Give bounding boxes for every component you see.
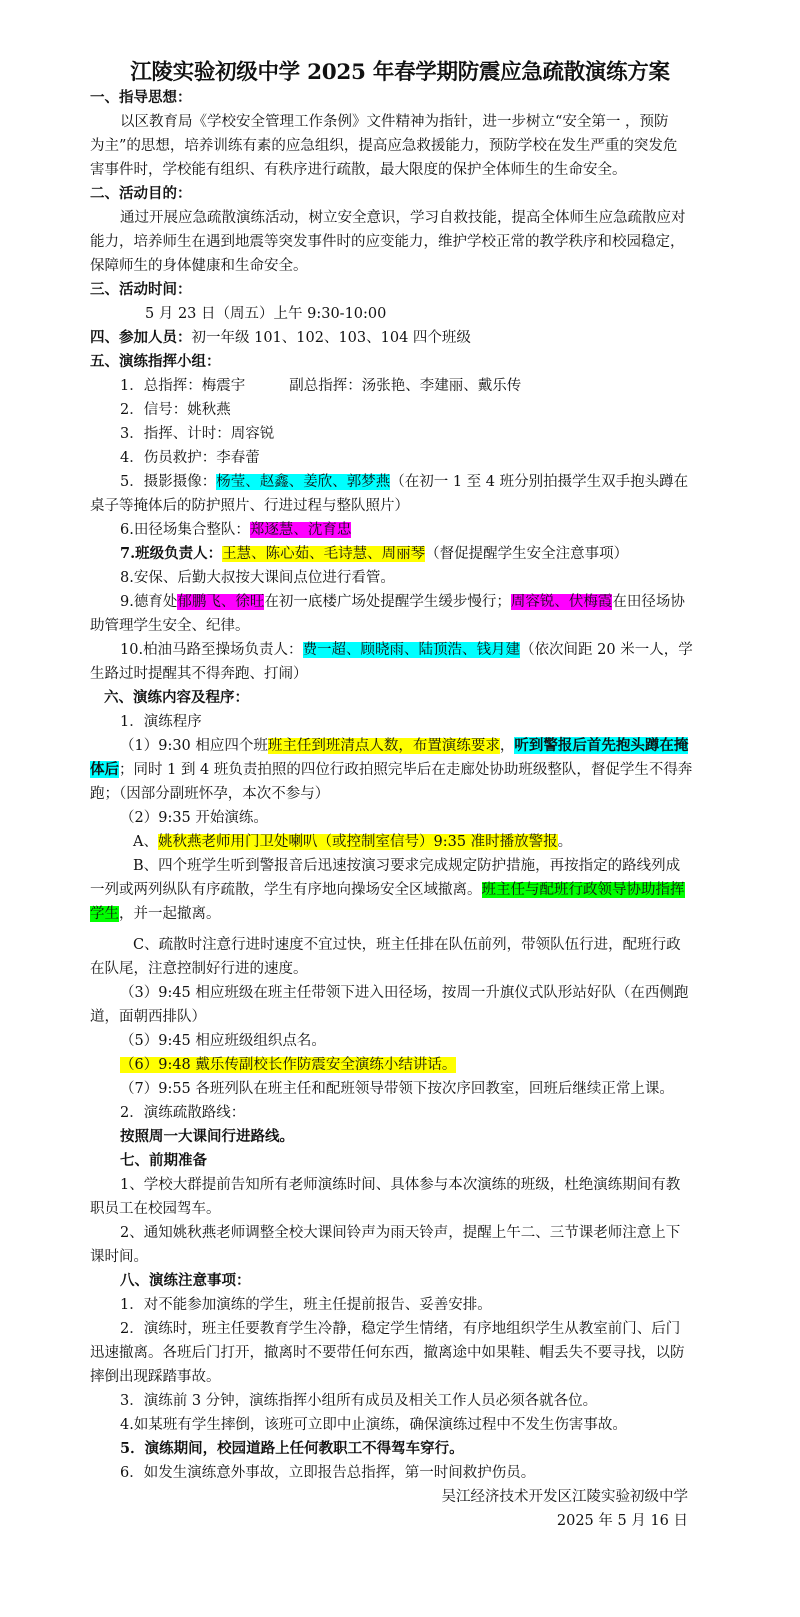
step-text: 一列或两列纵队有序疏散，学生有序地向操场安全区域撤离。: [90, 882, 482, 898]
highlighted-names: 杨莹、赵鑫、姜欣、郭梦燕: [216, 474, 391, 490]
step-3: （3）9:45 相应班级在班主任带领下进入田径场，按周一升旗仪式队形站好队（在西侧跑: [120, 985, 689, 1001]
section-heading-preparation: 七、前期准备: [120, 1152, 207, 1169]
command-item-9-cont: 助管理学生安全、纪律。: [90, 618, 250, 634]
prep-item-2: 2、通知姚秋燕老师调整全校大课间铃声为雨天铃声，提醒上午二、三节课老师注意上下: [120, 1225, 681, 1241]
command-item-4: 4．伤员救护：李春蕾: [120, 450, 260, 466]
footer-organization: 吴江经济技术开发区江陵实验初级中学: [441, 1489, 688, 1505]
step-2-b: B、四个班学生听到警报音后迅速按演习要求完成规定防护措施，再按指定的路线列成: [133, 858, 681, 874]
item-label: 7.班级负责人：: [120, 545, 223, 562]
route-text: 按照周一大课间行进路线。: [120, 1128, 294, 1145]
paragraph-line: 能力，培养师生在遇到地震等突发事件时的应变能力，维护学校正常的教学秩序和校园稳定，: [90, 234, 685, 250]
precaution-6: 6．如发生演练意外事故，立即报告总指挥，第一时间救护伤员。: [120, 1465, 536, 1481]
participants-line: [90, 326, 471, 350]
section-heading-command-group: 五、演练指挥小组：: [90, 353, 221, 370]
step-1-cont2: 跑；（因部分副班怀孕，本次不参与）: [90, 786, 330, 802]
item-text: 在田径场协: [612, 594, 685, 610]
item-label: 10.柏油马路至操场负责人：: [120, 642, 303, 658]
command-item-10-cont: 生路过时提醒其不得奔跑、打闹）: [90, 666, 308, 682]
procedure-subheading: 1．演练程序: [120, 714, 202, 730]
item-text: （督促提醒学生安全注意事项）: [425, 546, 629, 562]
section-heading-procedure: 六、演练内容及程序：: [104, 689, 249, 706]
section-heading-participants: 四、参加人员：: [90, 329, 192, 346]
highlighted-text: 姚秋燕老师用门卫处喇叭（或控制室信号）9:35 准时播放警报: [157, 834, 558, 850]
section-heading-purpose: 二、活动目的：: [90, 185, 192, 202]
highlighted-names: 王慧、陈心茹、毛诗慧、周丽琴: [222, 546, 426, 562]
item-text: （依次间距 20 米一人，学: [520, 642, 693, 658]
item-text: 在初一底楼广场处提醒学生缓步慢行；: [264, 594, 511, 610]
highlighted-text: 学生: [90, 906, 119, 922]
command-item-5: [120, 470, 688, 494]
highlighted-names: 费一超、顾晓雨、陆顶浩、钱月建: [302, 642, 521, 658]
step-2: （2）9:35 开始演练。: [120, 810, 268, 826]
step-text: A、: [133, 834, 158, 850]
precaution-2: 2．演练时，班主任要教育学生冷静，稳定学生情绪，有序地组织学生从教室前门、后门: [120, 1321, 681, 1337]
command-item-1: [120, 374, 521, 398]
precaution-3: 3．演练前 3 分钟，演练指挥小组所有成员及相关工作人员必须各就各位。: [120, 1393, 598, 1409]
command-item-8: 8.安保、后勤大叔按大课间点位进行看管。: [120, 570, 395, 586]
paragraph-line: 通过开展应急疏散演练活动，树立安全意识，学习自救技能，提高全体师生应急疏散应对: [120, 210, 686, 226]
command-item-7: [120, 542, 628, 566]
command-item-10: [120, 638, 693, 662]
section-heading-time: 三、活动时间：: [90, 281, 192, 298]
deputy-commander-text: 副总指挥：汤张艳、李建丽、戴乐传: [289, 378, 522, 394]
step-3-cont: 道，面朝西排队）: [90, 1009, 206, 1025]
step-2-c: C、疏散时注意行进时速度不宜过快，班主任排在队伍前列，带领队伍行进，配班行政: [133, 937, 681, 953]
highlighted-names: 郑逐慧、沈育忠: [249, 522, 352, 538]
highlighted-text: 班主任与配班行政领导协助指挥: [481, 882, 685, 898]
participants-text: 初一年级 101、102、103、104 四个班级: [191, 330, 471, 346]
precaution-2-cont: 迅速撤离。各班后门打开，撤离时不要带任何东西，撤离途中如果鞋、帽丢失不要寻找，以防: [90, 1345, 685, 1361]
step-2-b-cont: [90, 878, 685, 902]
item-label: 9.德育处: [120, 594, 178, 610]
command-item-5-cont: 桌子等掩体后的防护照片、行进过程与整队照片）: [90, 498, 409, 514]
command-item-3: 3．指挥、计时：周容锐: [120, 426, 275, 442]
precaution-1: 1．对不能参加演练的学生，班主任提前报告、妥善安排。: [120, 1297, 492, 1313]
paragraph-line: 害事件时，学校能有组织、有秩序进行疏散，最大限度的保护全体师生的生命安全。: [90, 162, 627, 178]
highlighted-text: 听到警报后首先抱头蹲在掩: [514, 737, 689, 754]
step-text: （1）9:30 相应四个班: [120, 738, 268, 754]
footer-date: 2025 年 5 月 16 日: [556, 1513, 688, 1529]
highlighted-text: 体后: [90, 761, 119, 778]
highlighted-names: 郁鹏飞、徐旺: [177, 594, 265, 610]
prep-item-1-cont: 职员工在校园驾车。: [90, 1201, 221, 1217]
step-2-b-cont2: [90, 902, 221, 926]
highlighted-text: （6）9:48 戴乐传副校长作防震安全演练小结讲话。: [120, 1057, 457, 1073]
commander-text: 1．总指挥：梅震宇: [120, 378, 246, 394]
section-heading-precautions: 八、演练注意事项：: [120, 1272, 251, 1289]
paragraph-line: 以区教育局《学校安全管理工作条例》文件精神为指针，进一步树立“安全第一 ，预防: [120, 114, 669, 130]
step-text: ；同时 1 到 4 班负责拍照的四位行政拍照完毕后在走廊处协助班级整队，督促学生不得奔: [119, 762, 693, 778]
step-2-a: [133, 830, 572, 854]
paragraph-line: 为主”的思想，培养训练有素的应急组织，提高应急救援能力，预防学校在发生严重的突发危: [90, 138, 678, 154]
step-1-cont: [90, 758, 692, 782]
prep-item-2-cont: 课时间。: [90, 1249, 148, 1265]
step-text: ，并一起撤离。: [119, 906, 221, 922]
step-7: （7）9:55 各班列队在班主任和配班领导带领下按次序回教室，回班后继续正常上课。: [120, 1081, 674, 1097]
prep-item-1: 1、学校大群提前告知所有老师演练时间、具体参与本次演练的班级，杜绝演练期间有教: [120, 1177, 681, 1193]
step-text: 。: [557, 834, 573, 850]
command-item-9: [120, 590, 685, 614]
document-title: 江陵实验初级中学 2025 年春学期防震应急疏散演练方案: [130, 60, 670, 85]
section-heading-guiding-ideology: 一、指导思想：: [90, 89, 192, 106]
precaution-5: 5．演练期间，校园道路上任何教职工不得驾车穿行。: [120, 1440, 464, 1457]
command-item-6: [120, 518, 351, 542]
route-subheading: 2．演练疏散路线：: [120, 1105, 246, 1121]
step-5: （5）9:45 相应班级组织点名。: [120, 1033, 326, 1049]
step-text: ，: [499, 738, 515, 754]
step-1: [120, 734, 688, 758]
command-item-2: 2．信号：姚秋燕: [120, 402, 231, 418]
item-text: （在初一 1 至 4 班分别拍摄学生双手抱头蹲在: [390, 474, 689, 490]
highlighted-names: 周容锐、伏梅霞: [510, 594, 613, 610]
precaution-2-cont2: 摔倒出现踩踏事故。: [90, 1369, 221, 1385]
precaution-4: 4.如某班有学生摔倒，该班可立即中止演练，确保演练过程中不发生伤害事故。: [120, 1417, 627, 1433]
paragraph-line: 保障师生的身体健康和生命安全。: [90, 258, 308, 274]
item-label: 6.田径场集合整队：: [120, 522, 250, 538]
highlighted-text: 班主任到班清点人数，布置演练要求: [267, 738, 500, 754]
item-label: 5．摄影摄像：: [120, 474, 217, 490]
drill-time: 5 月 23 日（周五）上午 9:30-10:00: [145, 306, 387, 322]
step-2-c-cont: 在队尾，注意控制好行进的速度。: [90, 961, 308, 977]
step-6: [120, 1053, 456, 1077]
